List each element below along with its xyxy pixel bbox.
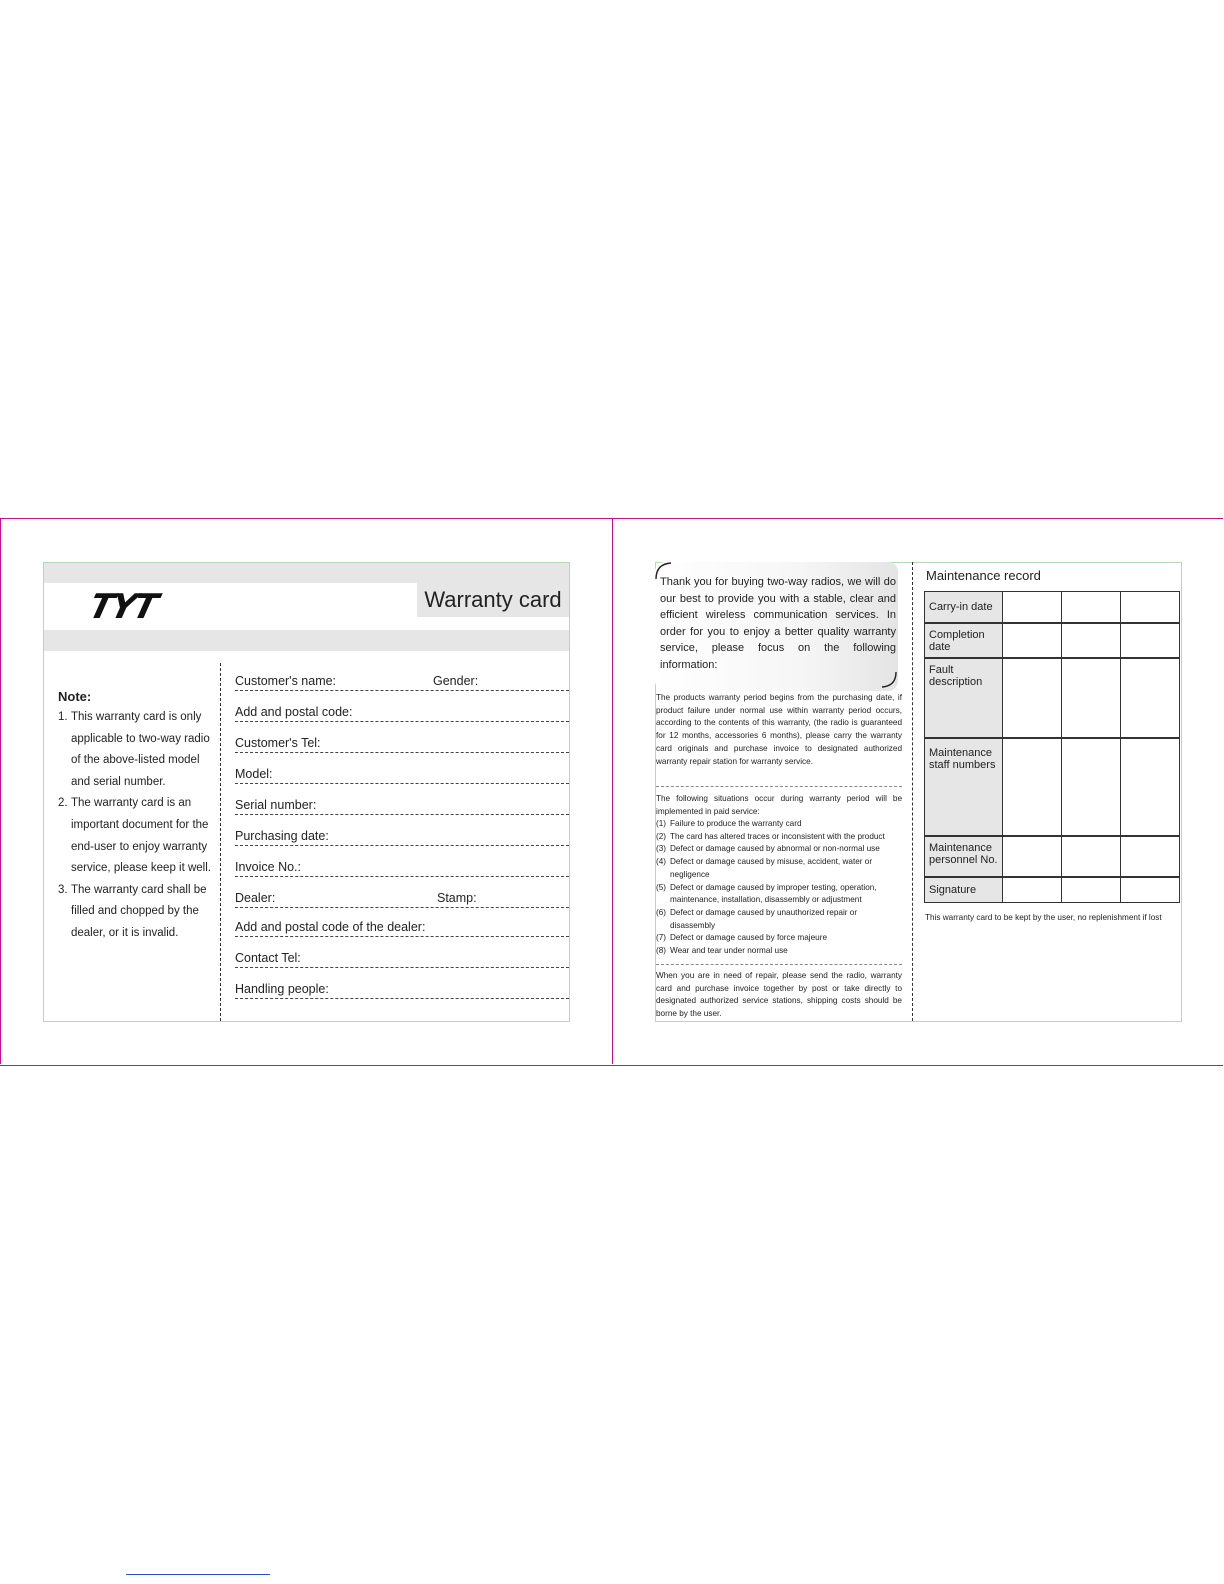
list-item: (4) Defect or damage caused by misuse, accident, water or negligence <box>656 857 873 879</box>
warranty-period-text: The products warranty period begins from the purchasing date, if product failure under normal use within warranty period occurs, according to the contents of this warranty, (the radio is guaranteed for 12 months, accessories 6 months), please carry the warranty card originals and purchase invoice to designated authorized warranty repair station for warranty service. <box>656 693 902 766</box>
row-label-completion: Completion date <box>925 623 1003 658</box>
table-cell[interactable] <box>1003 836 1062 877</box>
customer-tel-field[interactable]: Customer's Tel: <box>235 722 569 753</box>
separator <box>656 786 902 787</box>
frame-left-border <box>0 518 1 1064</box>
list-item: (7) Defect or damage caused by force majeure <box>656 933 828 943</box>
header-band-bottom <box>44 630 569 651</box>
row-label-staff: Maintenance staff numbers <box>925 738 1003 836</box>
list-item: (8) Wear and tear under normal use <box>656 946 788 956</box>
paid-service-list <box>656 818 906 958</box>
table-cell[interactable] <box>1121 836 1180 877</box>
page-divider <box>612 518 613 1064</box>
header-band-top <box>44 563 569 583</box>
footer-link-line <box>126 1574 270 1575</box>
card-title: Warranty card <box>417 582 569 617</box>
card-fold-line <box>912 562 913 1021</box>
table-cell[interactable] <box>1062 592 1121 623</box>
bubble-corner-bottom <box>879 670 899 690</box>
table-cell[interactable] <box>1062 623 1121 658</box>
purchasing-date-field[interactable]: Purchasing date: <box>235 815 569 846</box>
table-cell[interactable] <box>1121 658 1180 738</box>
list-item: (1) Failure to produce the warranty card <box>656 819 802 828</box>
note-item: 1. This warranty card is only applicable to two-way radio of the above-listed model and serial number. <box>58 711 210 788</box>
table-cell[interactable] <box>1121 877 1180 903</box>
table-cell[interactable] <box>1121 623 1180 658</box>
separator <box>656 964 902 965</box>
list-item: (5) Defect or damage caused by improper testing, operation, maintenance, installation, disassembly or adjustment <box>656 882 877 905</box>
note-list <box>58 707 218 945</box>
note-title: Note: <box>58 689 92 704</box>
repair-note: When you are in need of repair, please send the radio, warranty card and purchase invoice together by post or take directly to designated authorized service stations, shipping costs should be borne by the user. <box>656 971 902 1019</box>
list-item: (6) Defect or damage caused by unauthorized repair or disassembly <box>656 907 858 930</box>
list-item: (2) The card has altered traces or inconsistent with the product <box>656 831 885 841</box>
row-label-personnel: Maintenance personnel No. <box>925 836 1003 877</box>
serial-number-field[interactable]: Serial number: <box>235 784 569 815</box>
contact-tel-field[interactable]: Contact Tel: <box>235 937 569 968</box>
tyt-logo: TYT <box>85 587 161 627</box>
stamp-field-label: Stamp: <box>437 891 477 905</box>
row-label-fault: Fault description <box>925 658 1003 738</box>
table-row <box>925 623 1180 658</box>
table-cell[interactable] <box>1062 836 1121 877</box>
table-row <box>925 877 1180 903</box>
row-label-signature: Signature <box>925 877 1003 903</box>
table-cell[interactable] <box>1062 658 1121 738</box>
table-row <box>925 592 1180 623</box>
invoice-field[interactable]: Invoice No.: <box>235 846 569 877</box>
table-cell[interactable] <box>1062 877 1121 903</box>
list-item: (3) Defect or damage caused by abnormal or non-normal use <box>656 844 880 854</box>
intro-text: Thank you for buying two-way radios, we will do our best to provide you with a stable, clear and efficient wireless communication services. In order for you to enjoy a better quality warranty service, please focus on the following information: <box>660 576 896 671</box>
keep-note: This warranty card to be kept by the user, no replenishment if lost <box>925 913 1162 922</box>
table-cell[interactable] <box>1003 623 1062 658</box>
customer-name-field[interactable]: Customer's name: Gender: <box>235 660 569 691</box>
row-label-carry-in: Carry-in date <box>925 592 1003 623</box>
table-cell[interactable] <box>1003 658 1062 738</box>
address-field[interactable]: Add and postal code: <box>235 691 569 722</box>
table-cell[interactable] <box>1121 592 1180 623</box>
maintenance-title: Maintenance record <box>926 568 1041 583</box>
table-row <box>925 836 1180 877</box>
table-cell[interactable] <box>1003 592 1062 623</box>
handling-people-field[interactable]: Handling people: <box>235 968 569 999</box>
table-cell[interactable] <box>1003 738 1062 836</box>
table-row <box>925 658 1180 738</box>
dealer-address-field[interactable]: Add and postal code of the dealer: <box>235 906 569 937</box>
table-cell[interactable] <box>1003 877 1062 903</box>
table-cell[interactable] <box>1062 738 1121 836</box>
dealer-field[interactable]: Dealer: Stamp: <box>235 877 569 908</box>
paid-service-intro: The following situations occur during warranty period will be implemented in paid service: <box>656 794 902 816</box>
maintenance-table <box>924 591 1180 903</box>
note-item: 2. The warranty card is an important document for the end-user to enjoy warranty service, please keep it well. <box>58 797 211 875</box>
model-field[interactable]: Model: <box>235 753 569 784</box>
note-item: 3. The warranty card shall be filled and chopped by the dealer, or it is invalid. <box>58 883 207 939</box>
gender-field-label: Gender: <box>433 674 479 688</box>
card-fold-line <box>220 663 221 1021</box>
table-row <box>925 738 1180 836</box>
table-cell[interactable] <box>1121 738 1180 836</box>
